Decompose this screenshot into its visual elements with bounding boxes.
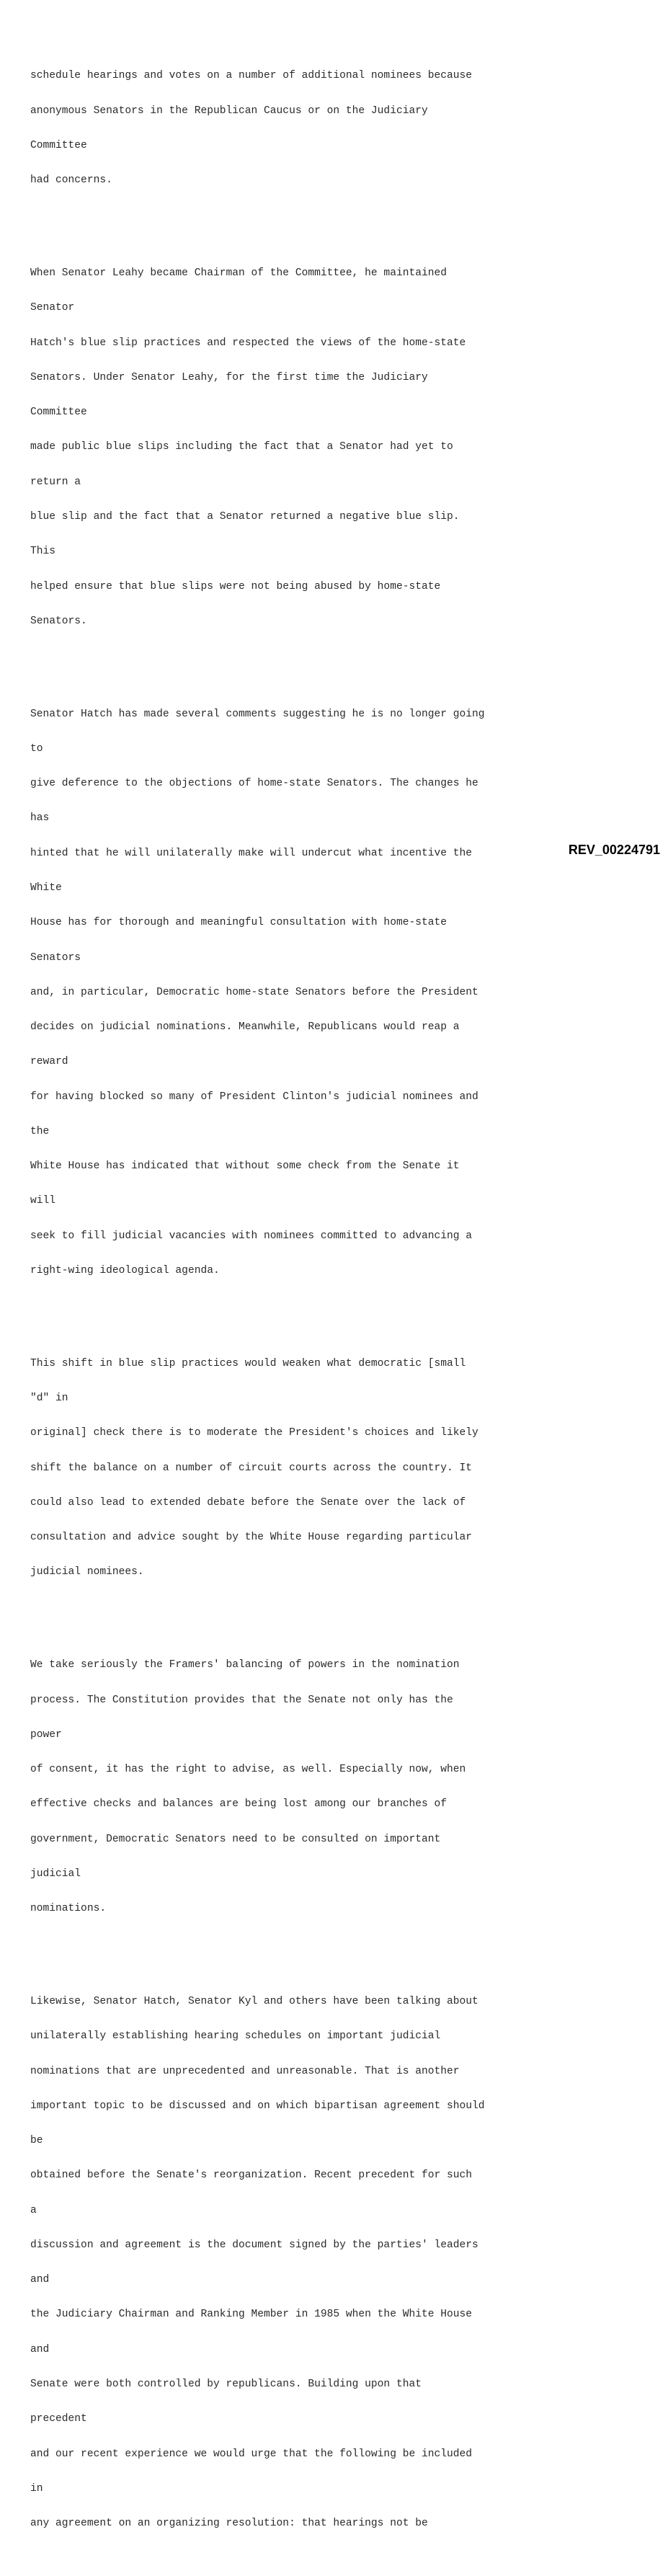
text-line: House has for thorough and meaningful consultation with home-state — [30, 917, 447, 929]
text-line: be — [30, 2135, 43, 2147]
text-line: nominations that are unprecedented and unreasonable. That is another — [30, 2065, 460, 2077]
text-line: any agreement on an organizing resolution: that hearings not be — [30, 2518, 428, 2530]
text-line: seek to fill judicial vacancies with nominees committed to advancing a — [30, 1230, 473, 1242]
text-line: Senators — [30, 951, 81, 964]
text-line: original] check there is to moderate the President's choices and likely — [30, 1427, 478, 1439]
text-line: consultation and advice sought by the White House regarding particular — [30, 1532, 473, 1544]
text-line: give deference to the objections of home-state Senators. The changes he — [30, 778, 478, 790]
text-line: obtained before the Senate's reorganization. Recent precedent for such — [30, 2169, 473, 2182]
text-line: the — [30, 1125, 50, 1137]
text-line: and — [30, 2343, 50, 2355]
text-line: We take seriously the Framers' balancing of powers in the nomination — [30, 1659, 460, 1671]
text-line: White House has indicated that without some check from the Senate it — [30, 1160, 460, 1173]
text-line: White — [30, 881, 62, 894]
text-line: had concerns. — [30, 174, 112, 187]
text-line: precedent — [30, 2413, 87, 2425]
text-line: right-wing ideological agenda. — [30, 1265, 220, 1277]
text-line: Senate were both controlled by republicans. Building upon that — [30, 2379, 422, 2391]
text-line: a — [30, 2204, 37, 2216]
text-line: judicial — [30, 1867, 81, 1880]
text-line: anonymous Senators in the Republican Caucus or on the Judiciary — [30, 105, 428, 117]
text-line: decides on judicial nominations. Meanwhile, Republicans would reap a — [30, 1021, 460, 1034]
text-line: could also lead to extended debate before the Senate over the lack of — [30, 1496, 466, 1509]
text-line: has — [30, 812, 50, 825]
text-line: government, Democratic Senators need to be consulted on important — [30, 1833, 441, 1845]
text-line: reward — [30, 1056, 68, 1068]
text-line: Senator Hatch has made several comments suggesting he is no longer going — [30, 708, 485, 720]
text-line: important topic to be discussed and on which bipartisan agreement should — [30, 2100, 485, 2112]
text-line: return a — [30, 476, 81, 488]
text-line: hinted that he will unilaterally make will undercut what incentive the — [30, 847, 473, 859]
text-line: will — [30, 1195, 56, 1207]
paragraph — [30, 47, 650, 209]
text-line: unilaterally establishing hearing schedules on important judicial — [30, 2030, 441, 2043]
paragraph — [30, 244, 650, 650]
text-line: the Judiciary Chairman and Ranking Member in 1985 when the White House — [30, 2309, 473, 2321]
text-line: Committee — [30, 407, 87, 419]
text-line: effective checks and balances are being lost among our branches of — [30, 1798, 447, 1811]
document-body — [30, 24, 650, 2576]
bates-number: REV_00224791 — [568, 843, 660, 857]
text-line: Senators. — [30, 615, 87, 627]
text-line: shift the balance on a number of circuit courts across the country. It — [30, 1462, 473, 1474]
text-line: schedule hearings and votes on a number of additional nominees because — [30, 70, 473, 82]
text-line: and our recent experience we would urge that the following be included — [30, 2448, 473, 2460]
text-line: nominations. — [30, 1903, 107, 1915]
text-line: This — [30, 546, 56, 558]
paragraph — [30, 1973, 650, 2553]
text-line: blue slip and the fact that a Senator returned a negative blue slip. — [30, 510, 460, 523]
text-line: and, in particular, Democratic home-state Senators before the President — [30, 986, 478, 998]
text-line: Senators. Under Senator Leahy, for the first time the Judiciary — [30, 371, 428, 383]
text-line: of consent, it has the right to advise, as well. Especially now, when — [30, 1764, 466, 1776]
text-line: and — [30, 2274, 50, 2286]
paragraph — [30, 1636, 650, 1937]
text-line: judicial nominees. — [30, 1566, 144, 1578]
text-line: process. The Constitution provides that the Senate not only has the — [30, 1694, 453, 1706]
paragraph — [30, 1335, 650, 1602]
text-line: "d" in — [30, 1393, 68, 1405]
text-line: to — [30, 742, 43, 755]
text-line: Senator — [30, 302, 75, 314]
text-line: helped ensure that blue slips were not being abused by home-state — [30, 580, 441, 592]
text-line: Hatch's blue slip practices and respected the views of the home-state — [30, 337, 466, 349]
text-line: When Senator Leahy became Chairman of the Committee, he maintained — [30, 267, 447, 279]
text-line: in — [30, 2482, 43, 2495]
text-line: This shift in blue slip practices would weaken what democratic [small — [30, 1357, 466, 1369]
text-line: power — [30, 1728, 62, 1741]
text-line: Likewise, Senator Hatch, Senator Kyl and others have been talking about — [30, 1995, 478, 2007]
text-line: made public blue slips including the fact that a Senator had yet to — [30, 441, 453, 453]
paragraph — [30, 685, 650, 1300]
text-line: discussion and agreement is the document signed by the parties' leaders — [30, 2239, 478, 2251]
text-line: for having blocked so many of President Clinton's judicial nominees and — [30, 1091, 478, 1103]
text-line: Committee — [30, 139, 87, 151]
